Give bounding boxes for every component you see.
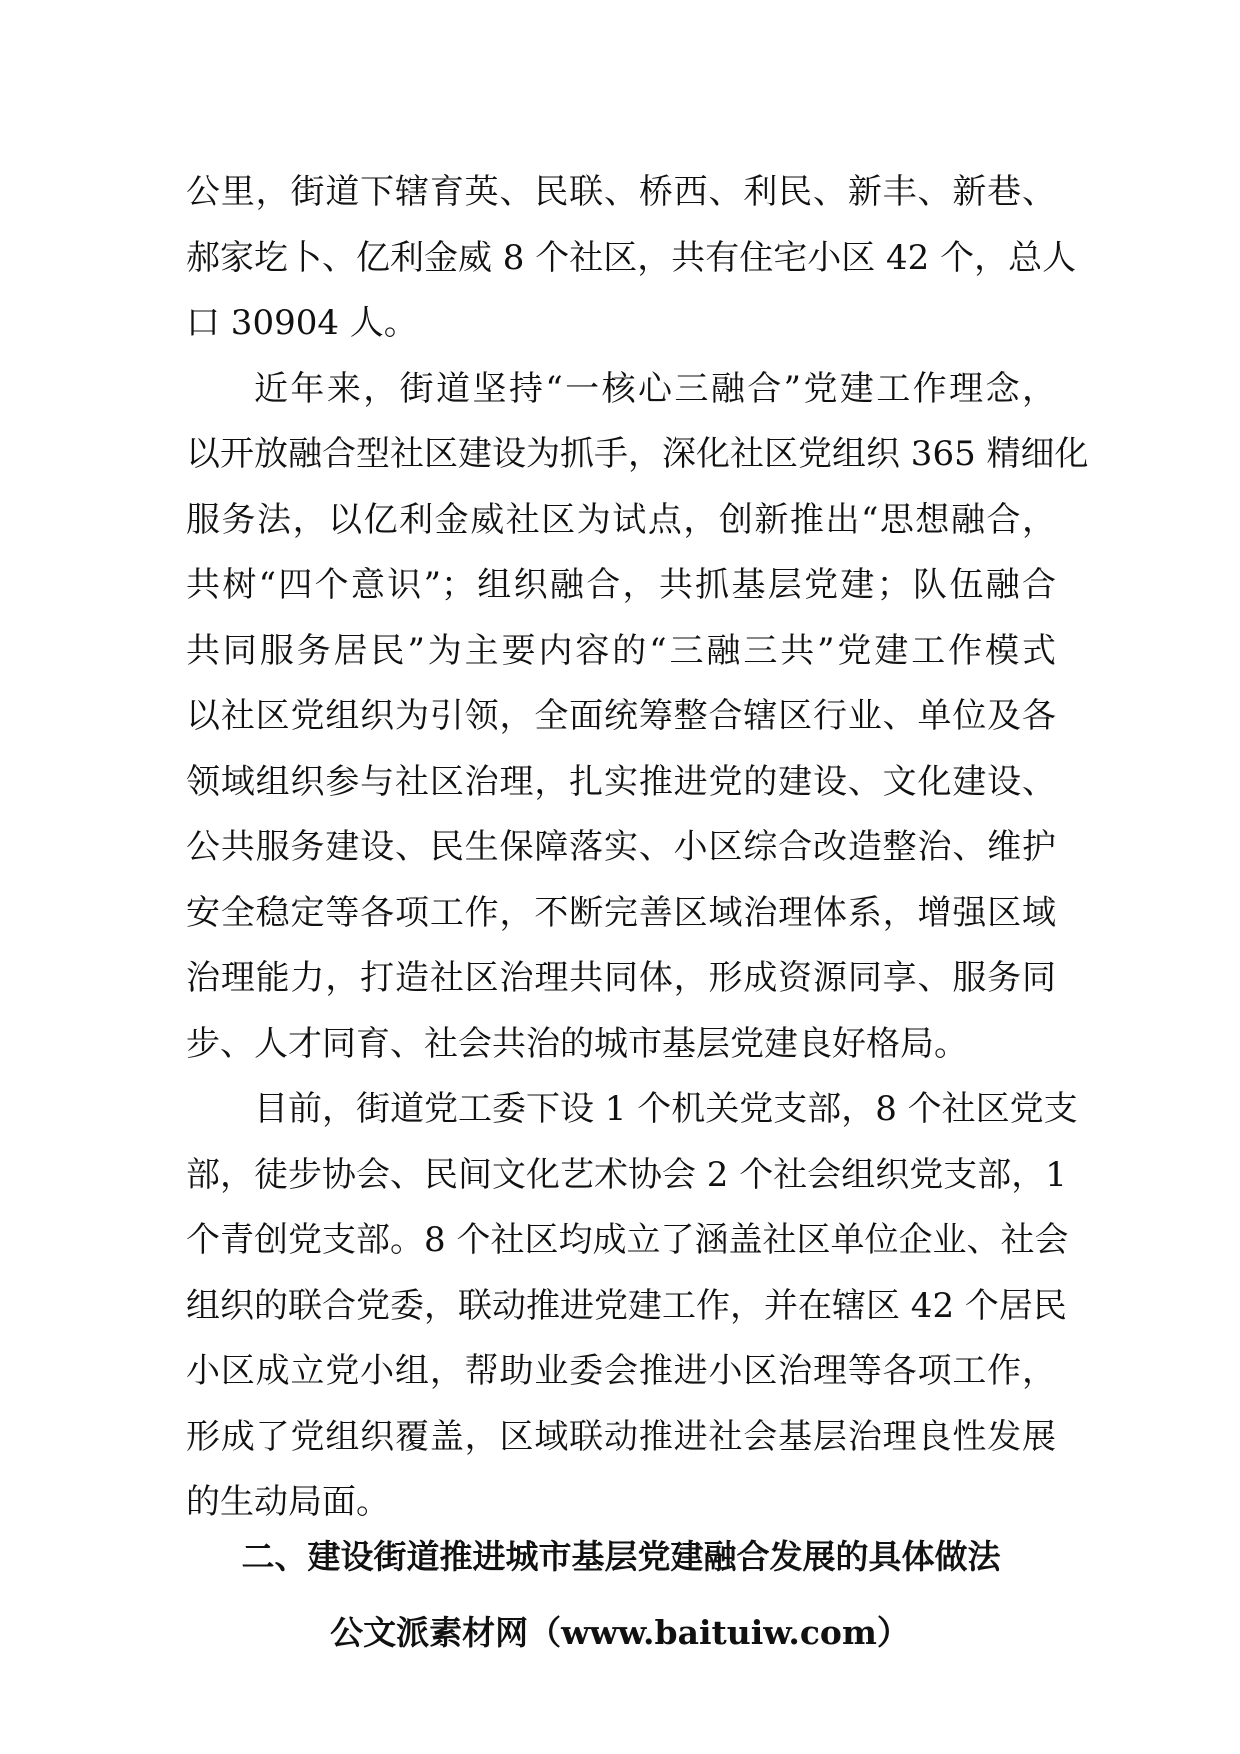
text-line: 组织的联合党委，联动推进党建工作，并在辖区 42 个居民 bbox=[186, 1285, 1067, 1326]
text-line: 郝家圪卜、亿利金威 8 个社区，共有住宅小区 42 个，总人 bbox=[186, 237, 1077, 278]
paragraph-1 bbox=[186, 160, 1077, 357]
text-line: 口 30904 人。 bbox=[186, 303, 418, 343]
text-line: 形成了党组织覆盖，区域联动推进社会基层治理良性发展 bbox=[186, 1416, 1056, 1457]
text-line: 服务法，以亿利金威社区为试点，创新推出“思想融合， bbox=[186, 499, 1056, 540]
text-line: 领域组织参与社区治理，扎实推进党的建设、文化建设、 bbox=[186, 761, 1056, 802]
text-line: 共同服务居民”为主要内容的“三融三共”党建工作模式 bbox=[186, 630, 1056, 671]
text-line: 小区成立党小组，帮助业委会推进小区治理等各项工作， bbox=[186, 1351, 1056, 1391]
text-line: 公里，街道下辖育英、民联、桥西、利民、新丰、新巷、 bbox=[186, 172, 1056, 212]
text-line: 个青创党支部。8 个社区均成立了涵盖社区单位企业、社会 bbox=[186, 1220, 1069, 1260]
paragraph-3 bbox=[186, 1077, 1078, 1536]
text-line: 的生动局面。 bbox=[186, 1482, 390, 1522]
text-line: 治理能力，打造社区治理共同体，形成资源同享、服务同 bbox=[186, 958, 1056, 998]
text-line: 安全稳定等各项工作，不断完善区域治理体系，增强区域 bbox=[186, 892, 1056, 933]
paragraph-2 bbox=[186, 357, 1089, 1078]
text-line: 步、人才同育、社会共治的城市基层党建良好格局。 bbox=[186, 1023, 968, 1064]
text-line: 目前，街道党工委下设 1 个机关党支部，8 个社区党支 bbox=[254, 1089, 1078, 1129]
text-line: 以开放融合型社区建设为抓手，深化社区党组织 365 精细化 bbox=[186, 434, 1089, 474]
text-line: 以社区党组织为引领，全面统筹整合辖区行业、单位及各 bbox=[186, 696, 1056, 736]
text-line: 近年来，街道坚持“一核心三融合”党建工作理念， bbox=[254, 368, 1056, 409]
section-heading: 二、建设街道推进城市基层党建融合发展的具体做法 bbox=[241, 1537, 1001, 1576]
text-line: 部，徒步协会、民间文化艺术协会 2 个社会组织党支部，1 bbox=[186, 1154, 1067, 1195]
body-text bbox=[186, 160, 1089, 1536]
text-line: 公共服务建设、民生保障落实、小区综合改造整治、维护 bbox=[186, 827, 1056, 867]
text-line: 共树“四个意识”；组织融合，共抓基层党建；队伍融合 bbox=[186, 565, 1056, 605]
watermark-footer: 公文派素材网（www.baituiw.com） bbox=[330, 1613, 910, 1652]
